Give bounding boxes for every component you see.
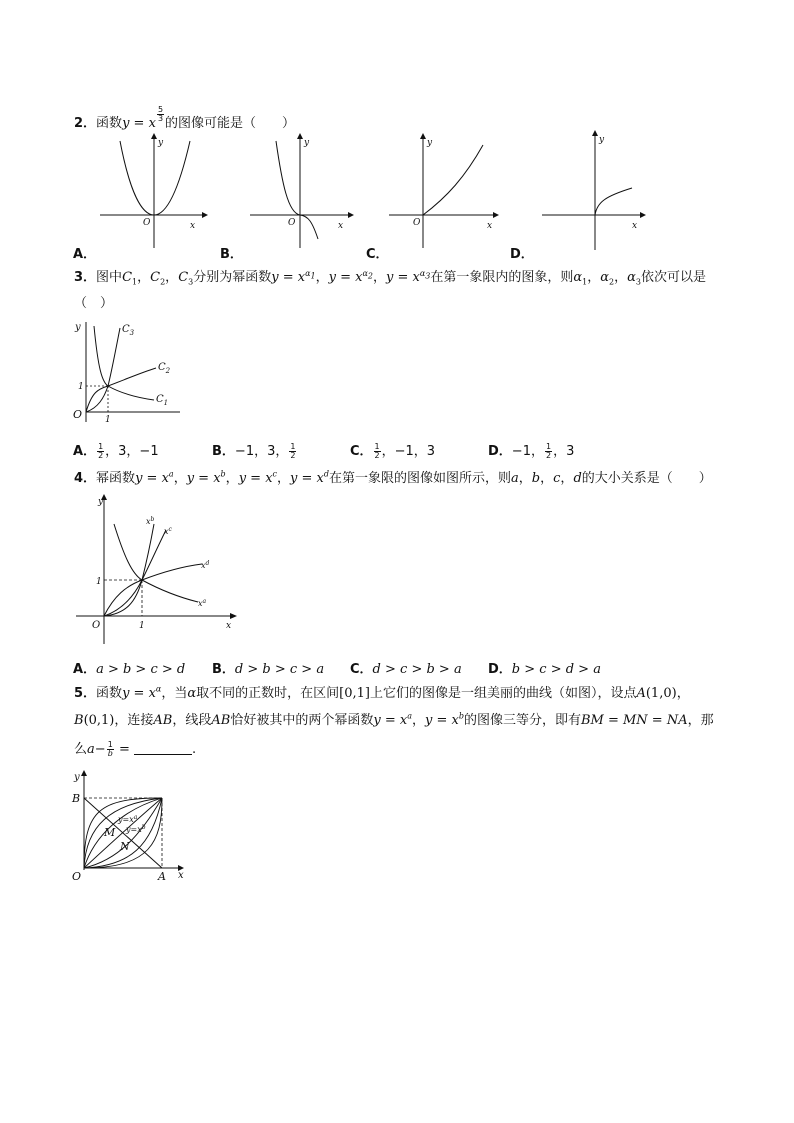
option-3a[interactable]: A． $\frac{1}{2}$ ，3，−1 (73, 442, 159, 460)
origin-label: O (413, 218, 421, 228)
tick-y-1: 1 (96, 577, 102, 587)
y-axis-label: y (427, 138, 433, 148)
y-axis-label: y (74, 772, 80, 783)
point-a-label: A (158, 870, 166, 883)
option-2c[interactable]: C． (366, 247, 389, 262)
point-b-label: B (72, 792, 81, 805)
option-4b[interactable]: B．d > b > c > a (212, 662, 325, 677)
tick-x-1: 1 (105, 415, 111, 425)
option-3c[interactable]: C． $\frac{1}{2}$ ，−1，3 (350, 442, 436, 460)
question-number: 5． (74, 686, 97, 701)
point-m-label: M (104, 826, 116, 839)
curve-label-xb: $x^b$ (146, 516, 155, 526)
origin-label: O (288, 218, 296, 228)
tick-y-1: 1 (78, 382, 84, 392)
y-axis-label: y (599, 135, 605, 145)
fraction-half: $\frac{1}{2}$ (290, 442, 296, 460)
graph-question-4 (74, 494, 239, 644)
y-axis-label: y (158, 138, 164, 148)
x-axis-label: x (190, 221, 196, 231)
option-4c[interactable]: C．d > c > b > a (350, 662, 462, 677)
tick-x-1: 1 (139, 621, 145, 631)
exponent-fraction: $\frac{5}{3}$ (157, 105, 164, 123)
x-axis-label: x (338, 221, 344, 231)
x-axis-label: x (632, 221, 638, 231)
x-axis-label: x (178, 870, 184, 881)
origin-label: O (72, 870, 82, 883)
fraction-half: $\frac{1}{2}$ (374, 442, 380, 460)
question-number: 3． (74, 270, 97, 285)
question-number: 2． (74, 116, 97, 131)
origin-label: O (92, 620, 101, 631)
graph-option-c (387, 133, 502, 248)
curve-label-yb: $y=x^b$ (126, 824, 146, 834)
question-number: 4． (74, 471, 97, 486)
option-3d[interactable]: D．−1， $\frac{1}{2}$ ，3 (488, 442, 575, 460)
option-2a[interactable]: A． (73, 247, 97, 262)
fraction-half: $\frac{1}{2}$ (545, 442, 552, 460)
curve-label-c1: $C_1$ (156, 394, 169, 407)
question-3-paren: （ ） (74, 296, 114, 311)
question-3-stem: 3．图中$C_1$，$C_2$，$C_3$分别为幂函数$y = x^{\alpha_1}$，$y = x^{\alpha_2}$，$y = x^{\alpha_3}$在第一象限内的图象，则$\alpha_1$，$\alpha_2$，$\alpha_3$依次可以是 (74, 268, 706, 287)
answer-blank[interactable] (134, 742, 192, 755)
curve-label-xc: $x^c$ (164, 526, 172, 536)
graph-option-d (540, 130, 650, 250)
graph-option-b (248, 133, 358, 248)
graph-question-3 (72, 318, 182, 428)
point-n-label: N (120, 840, 130, 853)
graph-option-a (98, 133, 208, 248)
y-axis-label: y (304, 138, 310, 148)
x-axis-label: x (487, 221, 493, 231)
x-axis-label: x (226, 621, 232, 631)
fraction-one-over-b: $\frac{1}{b}$ (107, 740, 113, 758)
origin-label: O (143, 218, 151, 228)
question-4-stem: 4．幂函数$y = x^a$，$y = x^b$，$y = x^c$，$y = x^d$在第一象限的图像如图所示，则a，b，c，d的大小关系是（ ） (74, 469, 712, 486)
fraction-half: $\frac{1}{2}$ (98, 442, 104, 460)
option-4a[interactable]: A．a > b > c > d (73, 662, 186, 677)
question-5-line-1: 5．函数$y = x^\alpha$，当α取不同的正数时，在区间[0,1]上它们的图像是一组美丽的曲线（如图），设点A(1,0)， (74, 684, 690, 701)
option-3b[interactable]: B．−1，3， $\frac{1}{2}$ (212, 442, 296, 460)
origin-label: O (73, 408, 83, 421)
question-5-line-3: 么a− $\frac{1}{b}$ = . (74, 740, 197, 758)
curve-label-ya: $y=x^a$ (118, 814, 138, 824)
curve-label-c2: $C_2$ (158, 362, 171, 375)
curve-label-c3: $C_3$ (122, 324, 135, 337)
option-2b[interactable]: B． (220, 247, 243, 262)
curve-label-xa: $x^a$ (198, 598, 207, 608)
y-axis-label: y (98, 497, 104, 507)
graph-question-5 (70, 770, 190, 885)
question-2-stem: 2．函数y = x $\frac{5}{3}$ 的图像可能是（ ） (74, 105, 296, 131)
y-axis-label: y (75, 322, 81, 333)
option-2d[interactable]: D． (510, 247, 534, 262)
option-4d[interactable]: D．b > c > d > a (488, 662, 601, 677)
curve-label-xd: $x^d$ (201, 560, 210, 570)
question-5-line-2: B(0,1)，连接AB，线段AB恰好被其中的两个幂函数$y = x^a$，$y = x^b$的图像三等分，即有BM = MN = NA，那 (74, 711, 714, 728)
